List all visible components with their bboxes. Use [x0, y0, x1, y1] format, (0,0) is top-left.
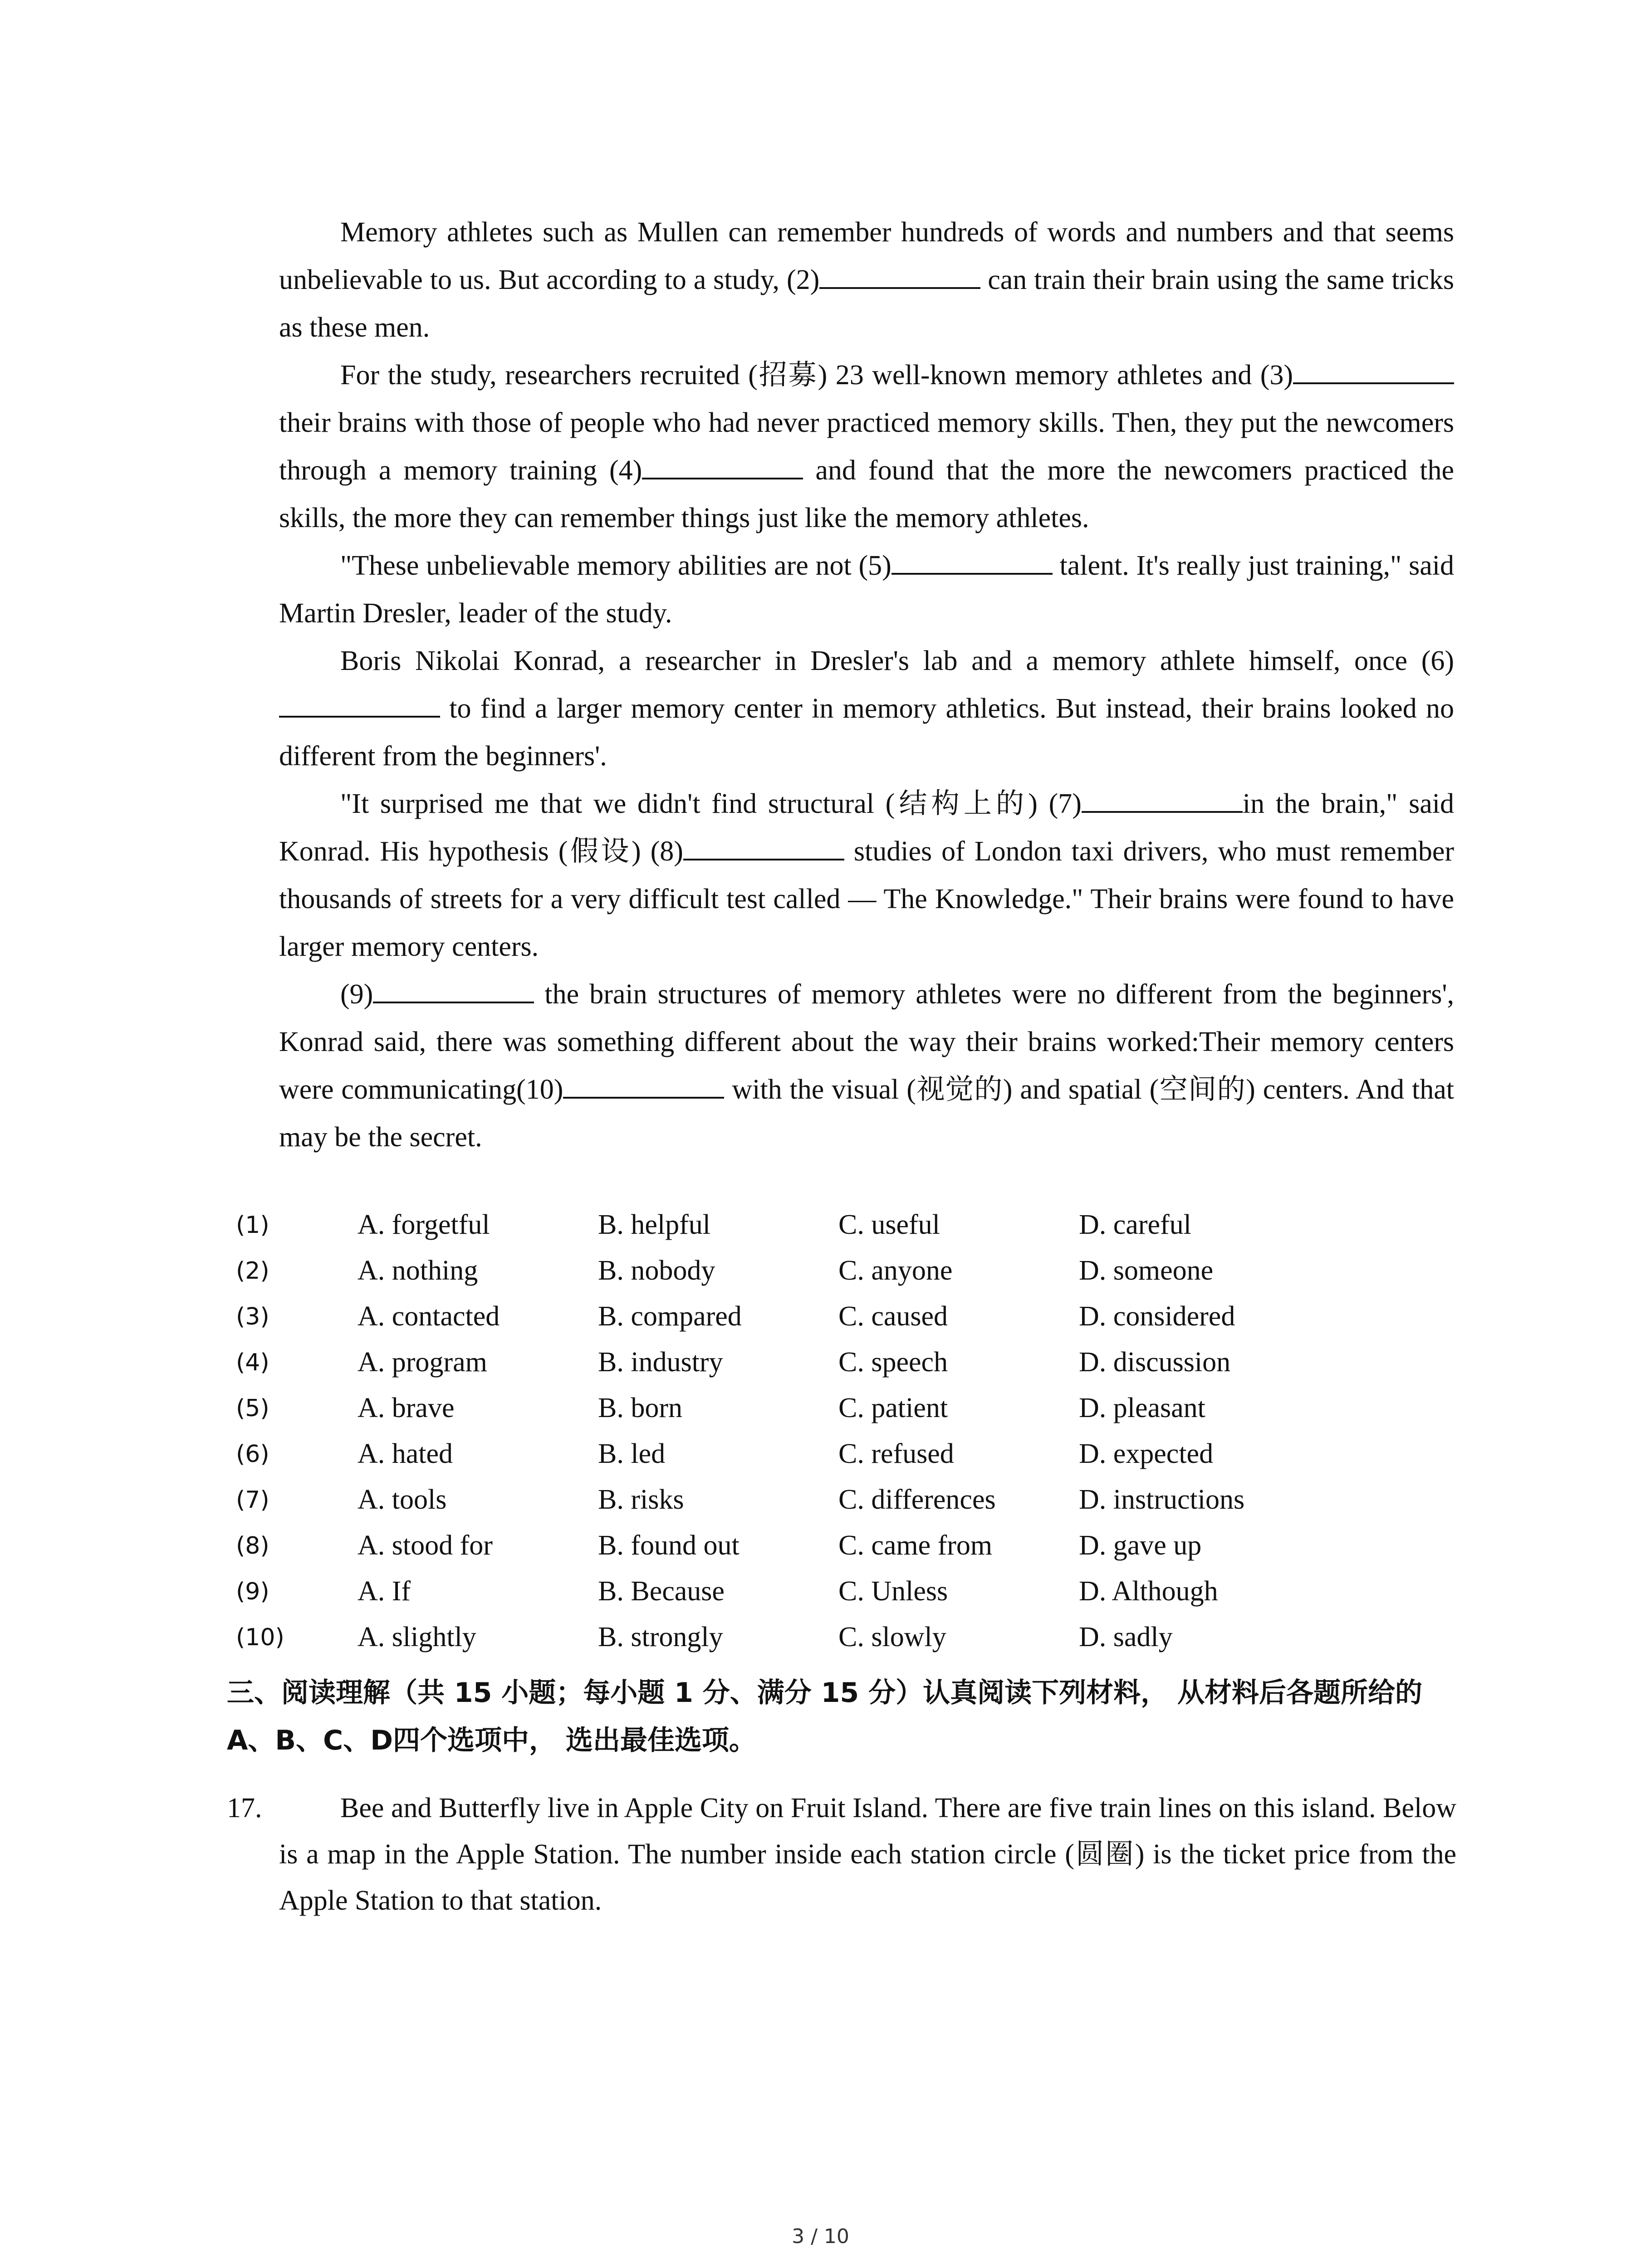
- option-c: C. refused: [838, 1438, 954, 1469]
- answer-blank: [642, 452, 803, 479]
- option-b: B. Because: [598, 1576, 725, 1607]
- option-d: D. considered: [1079, 1301, 1235, 1332]
- option-a: A. brave: [358, 1393, 455, 1423]
- option-b: B. born: [598, 1393, 682, 1423]
- option-row: [236, 1248, 1461, 1294]
- option-d: D. pleasant: [1079, 1393, 1205, 1423]
- option-row: [236, 1385, 1461, 1431]
- question-number: (3): [236, 1303, 269, 1330]
- option-b: B. strongly: [598, 1622, 723, 1652]
- option-a: A. program: [358, 1347, 487, 1378]
- option-row: [236, 1523, 1461, 1569]
- question-number: (9): [236, 1578, 269, 1605]
- option-b: B. industry: [598, 1347, 723, 1378]
- passage-paragraph: "It surprised me that we didn't find structural (结构上的) (7) in the brain," said Konrad. His hypothesis (假设) (8) studies of London taxi drivers, who must remember thousands of streets for a very difficult test called — The Knowledge." Their brains were found to have larger memory centers.: [279, 780, 1454, 971]
- option-c: C. speech: [838, 1347, 948, 1378]
- option-a: A. forgetful: [358, 1209, 490, 1240]
- option-d: D. someone: [1079, 1255, 1214, 1286]
- option-c: C. anyone: [838, 1255, 953, 1286]
- option-b: B. nobody: [598, 1255, 715, 1286]
- option-c: C. patient: [838, 1393, 948, 1423]
- option-b: B. risks: [598, 1484, 684, 1515]
- option-b: B. led: [598, 1438, 666, 1469]
- answer-blank: [373, 976, 534, 1003]
- option-d: D. careful: [1079, 1209, 1191, 1240]
- option-c: C. Unless: [838, 1576, 948, 1607]
- cloze-passage: [279, 209, 1454, 1161]
- question-number: (5): [236, 1394, 269, 1422]
- passage-paragraph: Boris Nikolai Konrad, a researcher in Dresler's lab and a memory athlete himself, once (6) to find a larger memory center in memory athletics. But instead, their brains looked no different from the beginners'.: [279, 645, 1454, 772]
- option-row: [236, 1477, 1461, 1523]
- option-c: C. differences: [838, 1484, 996, 1515]
- answer-blank: [563, 1071, 724, 1099]
- option-a: A. stood for: [358, 1530, 493, 1561]
- question-number: (7): [236, 1486, 269, 1514]
- answer-blank: [683, 833, 844, 860]
- option-row: [236, 1614, 1461, 1660]
- option-a: A. contacted: [358, 1301, 500, 1332]
- answer-options: [236, 1202, 1461, 1660]
- option-c: C. caused: [838, 1301, 948, 1332]
- option-c: C. came from: [838, 1530, 993, 1561]
- option-row: [236, 1339, 1461, 1385]
- question-number: (6): [236, 1440, 269, 1468]
- option-row: [236, 1569, 1461, 1614]
- answer-blank: [819, 262, 980, 289]
- option-a: A. hated: [358, 1438, 453, 1469]
- question-text: Bee and Butterfly live in Apple City on Fruit Island. There are five train lines on this island. Below is a map in the Apple Station. The number inside each station circle (圆圈) is the ticket price from the Apple Station to that station.: [279, 1793, 1456, 1916]
- question-number: (4): [236, 1349, 269, 1376]
- option-a: A. If: [358, 1576, 411, 1607]
- option-row: [236, 1294, 1461, 1339]
- option-d: D. discussion: [1079, 1347, 1231, 1378]
- page-number: 3 / 10: [792, 2225, 849, 2248]
- section-heading: 三、阅读理解（共 15 小题；每小题 1 分、满分 15 分）认真阅读下列材料， 从材料后各题所给的 A、B、C、D四个选项中， 选出最佳选项。: [227, 1677, 1422, 1756]
- question-number: 17.: [227, 1793, 262, 1823]
- option-d: D. instructions: [1079, 1484, 1245, 1515]
- passage-paragraph: Memory athletes such as Mullen can remember hundreds of words and numbers and that seems unbelievable to us. But according to a study, (2) can train their brain using the same tricks as these men.: [279, 217, 1454, 343]
- option-d: D. expected: [1079, 1438, 1214, 1469]
- option-a: A. nothing: [358, 1255, 478, 1286]
- option-c: C. slowly: [838, 1622, 946, 1652]
- question-number: (8): [236, 1532, 269, 1559]
- question-number: (1): [236, 1211, 269, 1239]
- question-number: (2): [236, 1257, 269, 1285]
- option-row: [236, 1431, 1461, 1477]
- passage-paragraph: (9) the brain structures of memory athletes were no different from the beginners', Konrad said, there was something different about the way their brains worked:Their memory centers were communicating(10) with the visual (视觉的) and spatial (空间的) centers. And that may be the secret.: [279, 971, 1454, 1161]
- answer-blank: [892, 547, 1053, 575]
- option-d: D. Although: [1079, 1576, 1218, 1607]
- answer-blank: [279, 690, 440, 718]
- answer-blank: [1082, 786, 1243, 813]
- option-b: B. found out: [598, 1530, 740, 1561]
- passage-paragraph: "These unbelievable memory abilities are not (5) talent. It's really just training," said Martin Dresler, leader of the study.: [279, 542, 1454, 637]
- option-d: D. sadly: [1079, 1622, 1173, 1652]
- answer-blank: [1293, 357, 1454, 384]
- option-row: [236, 1202, 1461, 1248]
- option-c: C. useful: [838, 1209, 940, 1240]
- option-b: B. compared: [598, 1301, 742, 1332]
- option-d: D. gave up: [1079, 1530, 1202, 1561]
- option-a: A. tools: [358, 1484, 447, 1515]
- option-b: B. helpful: [598, 1209, 710, 1240]
- option-a: A. slightly: [358, 1622, 476, 1652]
- passage-paragraph: For the study, researchers recruited (招募) 23 well-known memory athletes and (3) their brains with those of people who had never practiced memory skills. Then, they put the newcomers through a memory training (4) and found that the more the newcomers practiced the skills, the more they can remember things just like the memory athletes.: [279, 352, 1454, 542]
- question-number: (10): [236, 1623, 284, 1651]
- question-17: [227, 1785, 1456, 1924]
